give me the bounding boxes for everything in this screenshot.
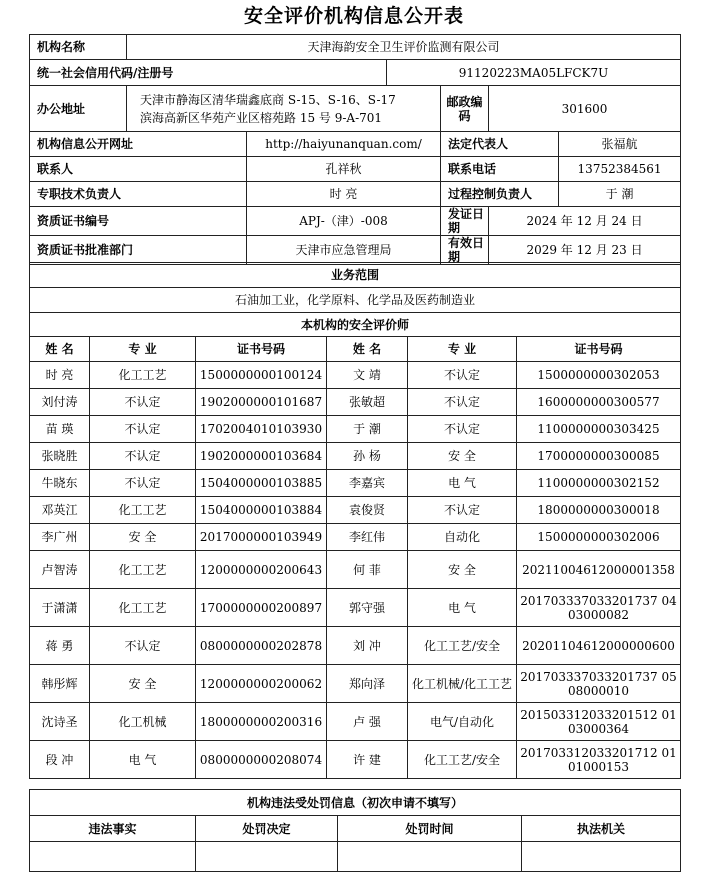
- assessor-name: 何 菲: [327, 551, 408, 589]
- info-table: [29, 34, 681, 265]
- assessor-cert: 201703337033201737 0403000082: [517, 589, 681, 627]
- assessor-name: 刘 冲: [327, 627, 408, 665]
- assessor-name: 沈诗圣: [30, 703, 90, 741]
- legal-rep-label: 法定代表人: [441, 132, 559, 157]
- address-label: 办公地址: [30, 86, 127, 132]
- cert-no-label: 资质证书编号: [30, 207, 247, 236]
- assessor-name: 郭守强: [327, 589, 408, 627]
- col-name-2: 姓 名: [327, 337, 408, 362]
- assessor-name: 孙 杨: [327, 443, 408, 470]
- issue-date-label: 发证日期: [441, 207, 489, 236]
- assessor-name: 李红伟: [327, 524, 408, 551]
- issue-date-value: 2024 年 12 月 24 日: [489, 207, 681, 236]
- assessor-name: 邓英江: [30, 497, 90, 524]
- col-major-1: 专 业: [90, 337, 196, 362]
- assessor-major: 化工工艺/安全: [408, 627, 517, 665]
- assessor-row: [30, 665, 681, 703]
- assessor-major: 安 全: [408, 443, 517, 470]
- assessor-cert: 201703312033201712 0101000153: [517, 741, 681, 779]
- assessor-major: 化工机械: [90, 703, 196, 741]
- valid-date-label: 有效日期: [441, 236, 489, 265]
- decision-cell: [196, 842, 338, 872]
- assessor-cert: 201703337033201737 0508000010: [517, 665, 681, 703]
- row-approval-dept: [30, 236, 681, 265]
- assessor-name: 韩彤辉: [30, 665, 90, 703]
- assessor-name: 刘付涛: [30, 389, 90, 416]
- col-time: 处罚时间: [338, 816, 522, 842]
- process-lead-label: 过程控制负责人: [441, 182, 559, 207]
- website-value[interactable]: http://haiyunanquan.com/: [247, 132, 441, 157]
- authority-cell: [522, 842, 681, 872]
- phone-value: 13752384561: [559, 157, 681, 182]
- assessor-name: 于 潮: [327, 416, 408, 443]
- assessors-table: [29, 361, 681, 779]
- assessor-row: [30, 589, 681, 627]
- assessor-row: [30, 741, 681, 779]
- assessor-cert: 1902000000101687: [196, 389, 327, 416]
- cert-no-value: APJ-（津）-008: [247, 207, 441, 236]
- assessor-major: 安 全: [90, 665, 196, 703]
- assessor-name: 卢智涛: [30, 551, 90, 589]
- contact-value: 孔祥秋: [247, 157, 441, 182]
- credit-code-label: 统一社会信用代码/注册号: [30, 60, 387, 86]
- col-major-2: 专 业: [408, 337, 517, 362]
- assessor-row: [30, 470, 681, 497]
- assessor-row: [30, 551, 681, 589]
- penalties-heading: 机构违法受处罚信息（初次申请不填写）: [30, 790, 681, 816]
- col-cert-2: 证书号码: [517, 337, 681, 362]
- business-scope-text: 石油加工业，化学原料、化学品及医药制造业: [30, 288, 681, 313]
- process-lead-value: 于 潮: [559, 182, 681, 207]
- col-decision: 处罚决定: [196, 816, 338, 842]
- assessor-major: 自动化: [408, 524, 517, 551]
- row-contact: [30, 157, 681, 182]
- scope-and-assessors-table: [29, 262, 681, 362]
- assessors-heading: 本机构的安全评价师: [30, 313, 681, 337]
- assessor-name: 蒋 勇: [30, 627, 90, 665]
- assessor-cert: 1700000000300085: [517, 443, 681, 470]
- assessor-name: 时 亮: [30, 362, 90, 389]
- assessor-row: [30, 362, 681, 389]
- postcode-label: 邮政编码: [441, 86, 489, 132]
- assessor-cert: 0800000000208074: [196, 741, 327, 779]
- assessor-cert: 1500000000302006: [517, 524, 681, 551]
- penalties-table: [29, 789, 681, 872]
- assessor-cert: 201503312033201512 0103000364: [517, 703, 681, 741]
- assessor-major: 化工工艺: [90, 497, 196, 524]
- assessor-name: 袁俊贤: [327, 497, 408, 524]
- tech-lead-label: 专职技术负责人: [30, 182, 247, 207]
- assessor-name: 张敏超: [327, 389, 408, 416]
- assessor-major: 电气/自动化: [408, 703, 517, 741]
- assessor-cert: 1100000000302152: [517, 470, 681, 497]
- assessor-major: 不认定: [90, 443, 196, 470]
- time-cell: [338, 842, 522, 872]
- business-scope-heading: 业务范围: [30, 263, 681, 288]
- row-tech-lead: [30, 182, 681, 207]
- website-label: 机构信息公开网址: [30, 132, 247, 157]
- assessor-row: [30, 443, 681, 470]
- postcode-value: 301600: [489, 86, 681, 132]
- assessor-major: 不认定: [408, 362, 517, 389]
- col-name-1: 姓 名: [30, 337, 90, 362]
- row-org-name: [30, 35, 681, 60]
- penalties-empty-row: [30, 842, 681, 872]
- valid-date-value: 2029 年 12 月 23 日: [489, 236, 681, 265]
- assessor-major: 电 气: [408, 589, 517, 627]
- row-penalties-heading: [30, 790, 681, 816]
- assessor-major: 电 气: [408, 470, 517, 497]
- assessor-cert: 1500000000100124: [196, 362, 327, 389]
- assessor-cert: 1702004010103930: [196, 416, 327, 443]
- org-name-value: 天津海韵安全卫生评价监测有限公司: [127, 35, 681, 60]
- col-authority: 执法机关: [522, 816, 681, 842]
- assessor-cert: 1504000000103884: [196, 497, 327, 524]
- row-assessors-heading: [30, 313, 681, 337]
- assessor-major: 安 全: [90, 524, 196, 551]
- assessor-major: 不认定: [90, 389, 196, 416]
- legal-rep-value: 张福航: [559, 132, 681, 157]
- assessor-cert: 1100000000303425: [517, 416, 681, 443]
- address-value: [127, 86, 441, 132]
- assessor-row: [30, 524, 681, 551]
- assessor-name: 于潇潇: [30, 589, 90, 627]
- assessor-cert: 0800000000202878: [196, 627, 327, 665]
- address-line-1: 天津市静海区清华瑞鑫底商 S-15、S-16、S-17: [140, 92, 396, 107]
- assessor-cert: 1800000000200316: [196, 703, 327, 741]
- org-name-label: 机构名称: [30, 35, 127, 60]
- assessor-name: 文 靖: [327, 362, 408, 389]
- assessor-major: 化工工艺: [90, 551, 196, 589]
- col-cert-1: 证书号码: [196, 337, 327, 362]
- assessor-major: 不认定: [408, 389, 517, 416]
- row-cert-no: [30, 207, 681, 236]
- assessor-cert: 1500000000302053: [517, 362, 681, 389]
- assessor-major: 化工机械/化工工艺: [408, 665, 517, 703]
- assessor-cert: 1600000000300577: [517, 389, 681, 416]
- assessor-major: 不认定: [90, 416, 196, 443]
- assessor-major: 不认定: [408, 497, 517, 524]
- assessor-name: 李嘉宾: [327, 470, 408, 497]
- row-scope-text: [30, 288, 681, 313]
- assessor-row: [30, 416, 681, 443]
- assessor-cert: 1800000000300018: [517, 497, 681, 524]
- assessor-cert: 20211004612000001358: [517, 551, 681, 589]
- row-website: [30, 132, 681, 157]
- assessor-name: 郑向泽: [327, 665, 408, 703]
- assessor-row: [30, 627, 681, 665]
- assessor-major: 电 气: [90, 741, 196, 779]
- assessor-row: [30, 389, 681, 416]
- assessor-name: 段 冲: [30, 741, 90, 779]
- assessors-header-row: [30, 337, 681, 362]
- assessor-cert: 2017000000103949: [196, 524, 327, 551]
- phone-label: 联系电话: [441, 157, 559, 182]
- tech-lead-value: 时 亮: [247, 182, 441, 207]
- row-scope-heading: [30, 263, 681, 288]
- credit-code-value: 91120223MA05LFCK7U: [387, 60, 681, 86]
- assessor-name: 苗 瑛: [30, 416, 90, 443]
- assessor-name: 牛晓东: [30, 470, 90, 497]
- assessor-major: 不认定: [408, 416, 517, 443]
- page-title: 安全评价机构信息公开表: [243, 5, 464, 27]
- row-credit-code: [30, 60, 681, 86]
- assessor-major: 不认定: [90, 627, 196, 665]
- assessor-cert: 1700000000200897: [196, 589, 327, 627]
- assessor-cert: 1504000000103885: [196, 470, 327, 497]
- assessor-cert: 1200000000200062: [196, 665, 327, 703]
- contact-label: 联系人: [30, 157, 247, 182]
- assessor-name: 许 建: [327, 741, 408, 779]
- assessor-cert: 20201104612000000600: [517, 627, 681, 665]
- assessor-name: 李广州: [30, 524, 90, 551]
- approval-dept-value: 天津市应急管理局: [247, 236, 441, 265]
- approval-dept-label: 资质证书批准部门: [30, 236, 247, 265]
- row-address: [30, 86, 681, 132]
- penalties-header-row: [30, 816, 681, 842]
- assessor-cert: 1902000000103684: [196, 443, 327, 470]
- assessor-row: [30, 497, 681, 524]
- assessor-name: 张晓胜: [30, 443, 90, 470]
- violation-cell: [30, 842, 196, 872]
- assessor-name: 卢 强: [327, 703, 408, 741]
- assessor-major: 化工工艺: [90, 589, 196, 627]
- address-line-2: 滨海高新区华苑产业区榕苑路 15 号 9-A-701: [140, 110, 383, 125]
- assessor-major: 化工工艺/安全: [408, 741, 517, 779]
- assessor-major: 化工工艺: [90, 362, 196, 389]
- assessor-row: [30, 703, 681, 741]
- assessor-major: 安 全: [408, 551, 517, 589]
- col-violation: 违法事实: [30, 816, 196, 842]
- assessor-cert: 1200000000200643: [196, 551, 327, 589]
- assessor-major: 不认定: [90, 470, 196, 497]
